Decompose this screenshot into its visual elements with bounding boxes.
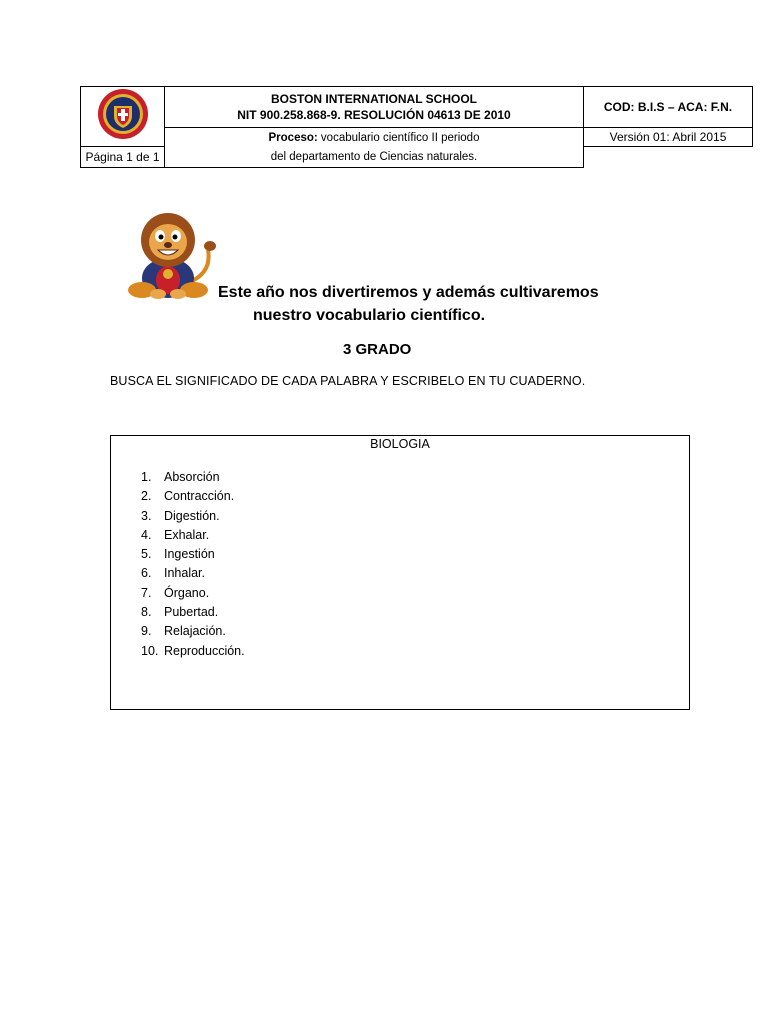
page-number-cell: Página 1 de 1 (81, 147, 165, 168)
item-number: 6. (141, 566, 152, 581)
item-number: 8. (141, 605, 152, 620)
intro-line-2: nuestro vocabulario científico. (253, 307, 486, 324)
item-word: Absorción (164, 470, 220, 484)
item-word: Digestión. (164, 508, 220, 523)
item-word: Relajación. (164, 624, 226, 639)
list-item (137, 507, 245, 526)
version-cell: Versión 01: Abril 2015 (584, 128, 753, 147)
item-number: 9. (141, 624, 152, 639)
list-item (137, 526, 245, 545)
process-label: Proceso: (268, 131, 318, 144)
school-name-cell (165, 87, 584, 128)
item-word: Inhalar. (164, 566, 206, 581)
vocabulary-list (137, 468, 245, 661)
school-logo-cell (81, 87, 165, 147)
item-number: 5. (141, 547, 152, 562)
document-header (80, 86, 753, 168)
item-number: 7. (141, 585, 152, 600)
vocabulary-box (110, 435, 690, 710)
item-number: 4. (141, 527, 152, 542)
school-seal-icon (97, 88, 149, 140)
item-number: 10. (141, 643, 159, 658)
document-code: COD: B.I.S – ACA: F.N. (584, 87, 753, 128)
list-item (137, 584, 245, 603)
list-item (137, 545, 245, 564)
list-item (137, 564, 245, 583)
process-cell (165, 128, 584, 168)
item-word: Ingestión (164, 547, 215, 562)
intro-line-1: Este año nos divertiremos y además cultivaremos (218, 284, 599, 301)
item-word: Exhalar. (164, 527, 210, 542)
item-word: Pubertad. (164, 605, 219, 620)
school-nit: NIT 900.258.868-9. RESOLUCIÓN 04613 DE 2010 (237, 108, 511, 122)
list-item (137, 603, 245, 622)
list-item (137, 642, 245, 661)
school-name: BOSTON INTERNATIONAL SCHOOL (270, 92, 477, 106)
item-number: 1. (141, 470, 152, 484)
list-item (137, 622, 245, 641)
item-word: Órgano. (164, 585, 210, 600)
list-item (137, 487, 245, 506)
process-text: vocabulario científico II periodo (317, 131, 480, 144)
instructions-text: BUSCA EL SIGNIFICADO DE CADA PALABRA Y ESCRIBELO EN TU CUADERNO. (110, 374, 586, 388)
item-number: 3. (141, 508, 152, 523)
item-number: 2. (141, 489, 152, 504)
process-line2: del departamento de Ciencias naturales. (270, 150, 478, 163)
item-word: Reproducción. (164, 643, 245, 658)
grade-title: 3 GRADO (343, 341, 412, 358)
item-word: Contracción. (164, 489, 235, 504)
vocabulary-title: BIOLOGIA (370, 437, 430, 451)
list-item (137, 468, 245, 487)
